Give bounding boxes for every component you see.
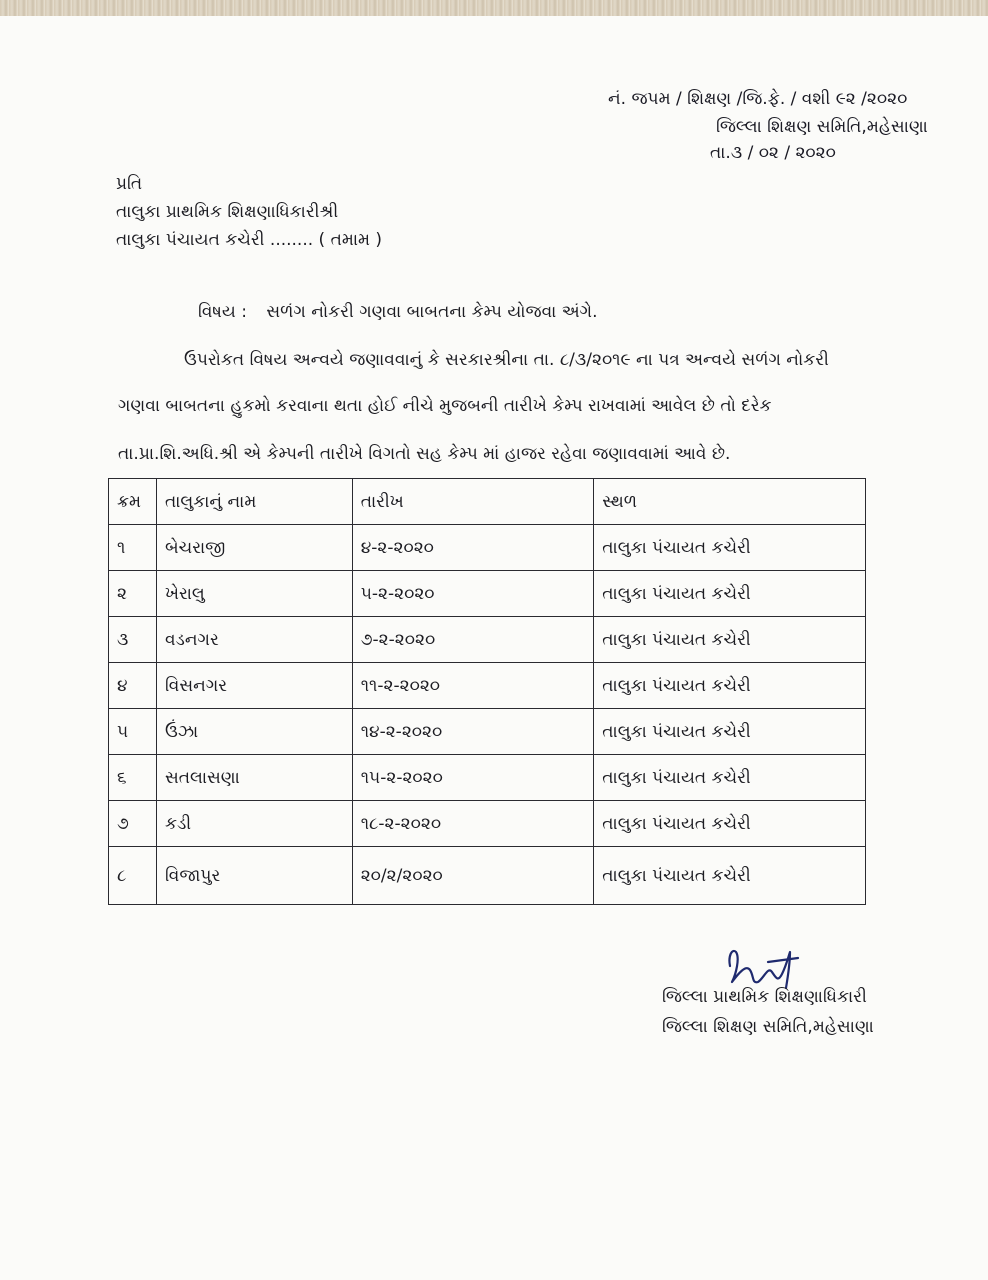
table-row [109,663,866,709]
cell-venue: તાલુકા પંચાયત કચેરી [594,755,866,801]
cell-venue: તાલુકા પંચાયત કચેરી [594,801,866,847]
cell-venue: તાલુકા પંચાયત કચેરી [594,525,866,571]
signatory-office: જિલ્લા શિક્ષણ સમિતિ,મહેસાણા [662,1017,874,1037]
cell-taluka: ઉંઝા [156,709,352,755]
cell-venue: તાલુકા પંચાયત કચેરી [594,617,866,663]
cell-serial: ૭ [109,801,157,847]
reference-office: જિલ્લા શિક્ષણ સમિતિ,મહેસાણા [716,117,928,137]
cell-date: ૧૮-૨-૨૦૨૦ [352,801,594,847]
cell-venue: તાલુકા પંચાયત કચેરી [594,847,866,905]
paper-top-edge [0,0,988,16]
header-serial: ક્રમ [109,479,157,525]
subject-label: વિષય : [198,302,247,322]
body-line-1: ઉપરોકત વિષય અન્વયે જણાવવાનું કે સરકારશ્રીના તા. ૮/૩/૨૦૧૯ ના પત્ર અન્વયે સળંગ નોકરી [184,350,829,370]
cell-serial: ૪ [109,663,157,709]
cell-date: ૫-૨-૨૦૨૦ [352,571,594,617]
signature-block [662,982,874,1042]
cell-serial: ૩ [109,617,157,663]
table-header-row [109,479,866,525]
cell-taluka: બેચરાજી [156,525,352,571]
body-line-2: ગણવા બાબતના હુકમો કરવાના થતા હોઈ નીચે મુજબની તારીખે કેમ્પ રાખવામાં આવેલ છે તો દરેક [118,396,772,416]
cell-serial: ૧ [109,525,157,571]
body-line-3: તા.પ્રા.શિ.અધિ.શ્રી એ કેમ્પની તારીખે વિગતો સહ કેમ્પ માં હાજર રહેવા જણાવવામાં આવે છે. [118,444,731,464]
addressee-officer: તાલુકા પ્રાથમિક શિક્ષણાધિકારીશ્રી [116,202,339,222]
cell-taluka: કડી [156,801,352,847]
cell-venue: તાલુકા પંચાયત કચેરી [594,571,866,617]
table-row [109,525,866,571]
header-venue: સ્થળ [594,479,866,525]
cell-taluka: વિજાપુર [156,847,352,905]
table-row [109,847,866,905]
signatory-title: જિલ્લા પ્રાથમિક શિક્ષણાધિકારી [662,987,867,1007]
cell-serial: ૨ [109,571,157,617]
cell-venue: તાલુકા પંચાયત કચેરી [594,709,866,755]
cell-date: ૧૪-૨-૨૦૨૦ [352,709,594,755]
cell-date: ૨૦/૨/૨૦૨૦ [352,847,594,905]
cell-date: ૪-૨-૨૦૨૦ [352,525,594,571]
subject-line [198,302,598,322]
table-row [109,755,866,801]
cell-venue: તાલુકા પંચાયત કચેરી [594,663,866,709]
header-taluka-name: તાલુકાનું નામ [156,479,352,525]
cell-taluka: ખેરાલુ [156,571,352,617]
cell-serial: ૬ [109,755,157,801]
cell-taluka: વિસનગર [156,663,352,709]
subject-text: સળંગ નોકરી ગણવા બાબતના કેમ્પ યોજવા અંગે. [266,302,598,322]
cell-taluka: સતલાસણા [156,755,352,801]
table-row [109,801,866,847]
reference-date: તા.૩ / ૦૨ / ૨૦૨૦ [710,143,836,163]
cell-date: ૧૧-૨-૨૦૨૦ [352,663,594,709]
cell-date: ૭-૨-૨૦૨૦ [352,617,594,663]
header-date: તારીખ [352,479,594,525]
table-row [109,709,866,755]
reference-number: નં. જપમ / શિક્ષણ /જિ.ફે. / વશી ૯૨ /૨૦૨૦ [608,89,908,109]
addressee-prati: પ્રતિ [116,174,143,194]
cell-serial: ૮ [109,847,157,905]
addressee-block [116,170,382,254]
table-row [109,571,866,617]
addressee-office: તાલુકા પંચાયત કચેરી ........ ( તમામ ) [116,230,383,250]
cell-serial: ૫ [109,709,157,755]
cell-taluka: વડનગર [156,617,352,663]
table-row [109,617,866,663]
camp-schedule-table [108,478,866,905]
cell-date: ૧૫-૨-૨૦૨૦ [352,755,594,801]
